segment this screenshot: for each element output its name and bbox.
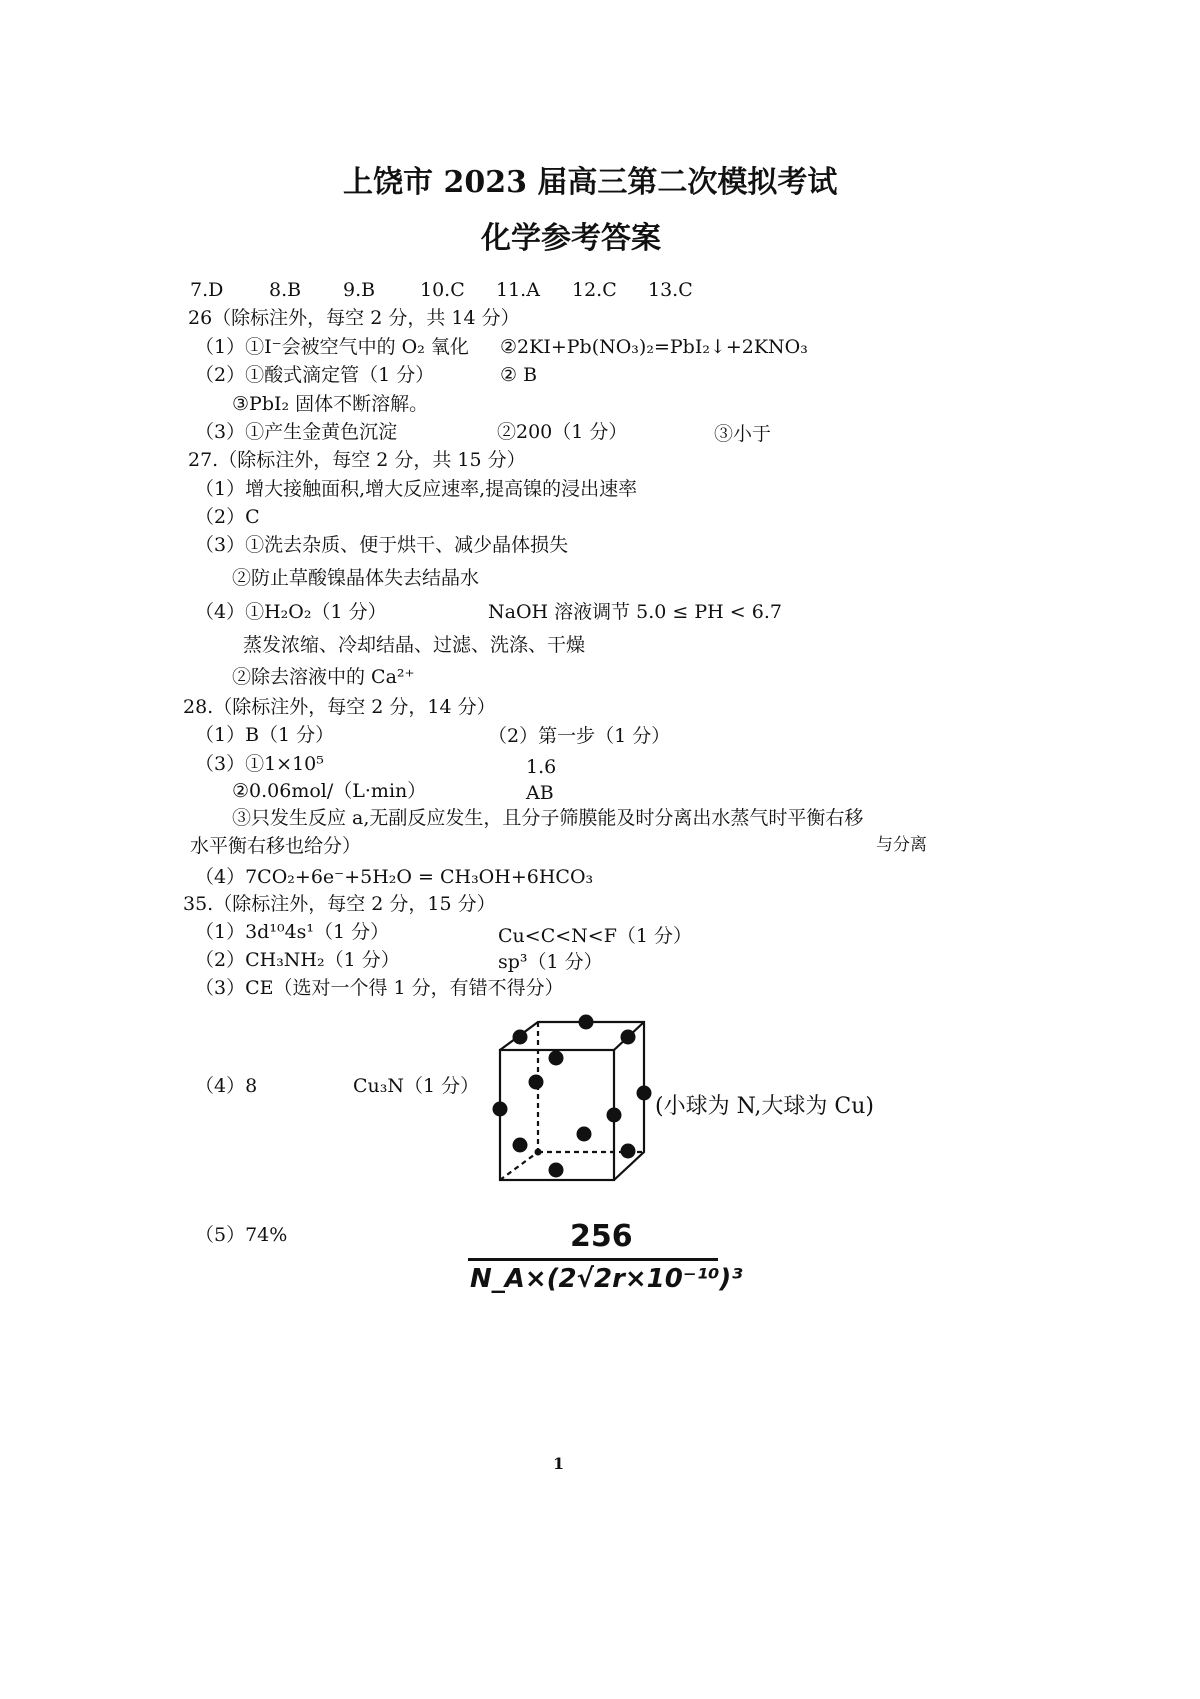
mc-answer: 10.C — [420, 279, 465, 301]
q26-answer: ②200（1 分） — [497, 421, 628, 443]
atom-dot — [577, 1127, 592, 1142]
atom-dot — [579, 1015, 594, 1030]
atom-dot — [549, 1051, 564, 1066]
mc-answer: 9.B — [343, 279, 376, 301]
atom-dot — [621, 1144, 636, 1159]
q26-answer: （1）①I⁻会被空气中的 O₂ 氧化 — [195, 336, 469, 358]
q28-answer: （2）第一步（1 分） — [488, 725, 671, 747]
atom-dot — [529, 1075, 544, 1090]
q28-answer: （4）7CO₂+6e⁻+5H₂O = CH₃OH+6HCO₃ — [195, 866, 594, 888]
page-subtitle: 化学参考答案 — [481, 221, 661, 256]
mc-answer: 12.C — [572, 279, 617, 301]
formula-numerator: 256 — [570, 1219, 633, 1254]
q28-answer: 水平衡右移也给分） — [190, 835, 362, 857]
atom-dot — [637, 1086, 652, 1101]
q27-answer: 蒸发浓缩、冷却结晶、过滤、洗涤、干燥 — [243, 634, 586, 656]
q26-answer: （2）①酸式滴定管（1 分） — [195, 364, 435, 386]
mc-answer: 11.A — [496, 279, 540, 301]
q26-answer: （3）①产生金黄色沉淀 — [195, 421, 398, 443]
q27-heading: 27.（除标注外，每空 2 分，共 15 分） — [188, 449, 526, 471]
page-title: 上饶市 2023 届高三第二次模拟考试 — [343, 165, 838, 200]
q35-answer: （1）3d¹⁰4s¹（1 分） — [195, 921, 390, 943]
atom-dot — [549, 1163, 564, 1178]
q27-answer: （3）①洗去杂质、便于烘干、减少晶体损失 — [195, 534, 569, 556]
q28-answer: AB — [526, 782, 554, 804]
q26-heading: 26（除标注外，每空 2 分，共 14 分） — [188, 307, 520, 329]
formula-denominator: N_A×(2√2r×10⁻¹⁰)³ — [470, 1264, 743, 1294]
q26-answer: ② B — [500, 364, 538, 386]
q28-answer: ②0.06mol/（L·min） — [232, 780, 427, 802]
q27-answer: （2）C — [195, 506, 260, 528]
q35-heading: 35.（除标注外，每空 2 分，15 分） — [183, 893, 496, 915]
q26-answer: ②2KI+Pb(NO₃)₂=PbI₂↓+2KNO₃ — [500, 336, 808, 358]
atom-dot — [513, 1030, 528, 1045]
q35-answer: sp³（1 分） — [498, 951, 603, 973]
q35-answer: Cu₃N（1 分） — [353, 1075, 480, 1097]
q35-answer: Cu<C<N<F（1 分） — [498, 925, 693, 947]
unit-cell-diagram — [488, 1010, 663, 1195]
q28-answer: （3）①1×10⁵ — [195, 753, 324, 775]
q28-heading: 28.（除标注外，每空 2 分，14 分） — [183, 696, 496, 718]
atom-dot — [621, 1030, 636, 1045]
q35-answer: （3）CE（选对一个得 1 分，有错不得分） — [195, 977, 564, 999]
q27-answer: （4）①H₂O₂（1 分） — [195, 601, 387, 623]
q27-answer: （1）增大接触面积,增大反应速率,提高镍的浸出速率 — [195, 478, 638, 500]
q28-answer: （1）B（1 分） — [195, 724, 335, 746]
mc-answer: 8.B — [269, 279, 302, 301]
mc-answer: 13.C — [648, 279, 693, 301]
q35-answer: （2）CH₃NH₂（1 分） — [195, 949, 400, 971]
q28-answer: 1.6 — [526, 756, 557, 778]
mc-answer: 7.D — [190, 279, 224, 301]
atom-dot — [513, 1138, 528, 1153]
fraction-bar — [468, 1258, 718, 1261]
unit-cell-legend: (小球为 N,大球为 Cu) — [655, 1094, 874, 1119]
page-number: 1 — [553, 1454, 565, 1473]
q28-answer: 与分离 — [876, 835, 927, 855]
atom-dot — [607, 1108, 622, 1123]
q35-answer: （5）74% — [195, 1224, 288, 1246]
atom-dot — [493, 1102, 508, 1117]
q27-answer: ②防止草酸镍晶体失去结晶水 — [232, 567, 480, 589]
q26-answer: ③小于 — [714, 423, 772, 445]
atom-dot-small — [535, 1149, 542, 1156]
q28-answer: ③只发生反应 a,无副反应发生，且分子筛膜能及时分离出水蒸气时平衡右移 — [232, 807, 864, 829]
q35-answer: （4）8 — [195, 1075, 258, 1097]
q27-answer: ②除去溶液中的 Ca²⁺ — [232, 666, 415, 688]
q27-answer: NaOH 溶液调节 5.0 ≤ PH < 6.7 — [488, 601, 782, 623]
q26-answer: ③PbI₂ 固体不断溶解。 — [232, 393, 429, 415]
